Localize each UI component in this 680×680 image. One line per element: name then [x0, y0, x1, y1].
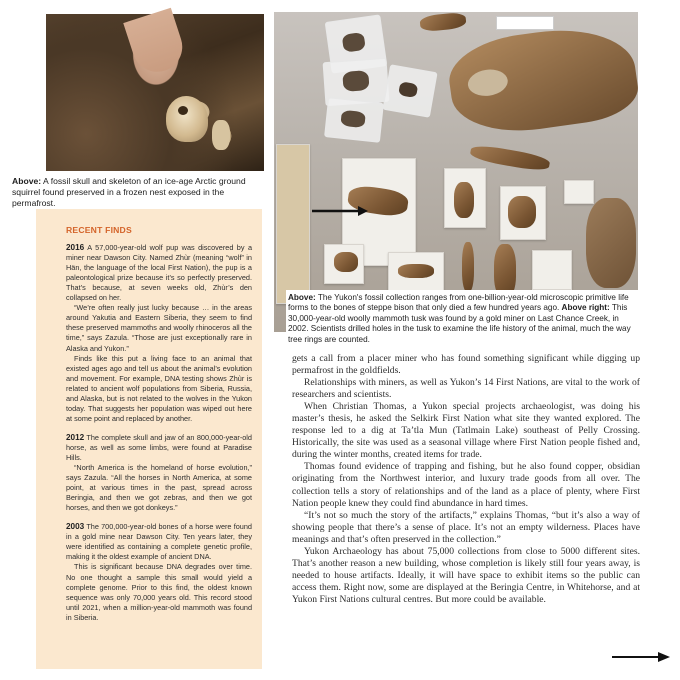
specimen-bag [382, 64, 437, 118]
find-paragraph: “We’re often really just lucky because … in the areas around Yakutia and Eastern Siberia, they seem to find these preserved mammoths and woolly rhinoceros all the time,” says Zazula. “Those are just exceptionally rare in Alaska and Yukon.” [66, 303, 252, 353]
squirrel-photo-caption [12, 176, 268, 209]
find-2012-intro [66, 433, 252, 463]
fossil-collection-photo [274, 12, 638, 332]
sidebar-title: RECENT FINDS [66, 225, 132, 235]
specimen-bag [324, 97, 384, 143]
label-card [496, 16, 554, 30]
find-paragraph: “North America is the homeland of horse evolution,” says Zazula. “All the horses in North America, at some point, at various times in the past, spread across Beringia, and then we got zebras, and then we got horses, and then we got donkeys.” [66, 463, 252, 513]
specimen-tray [532, 250, 572, 290]
fossil-bone [454, 182, 474, 218]
article-body [292, 353, 640, 606]
fossil-bone [419, 12, 466, 32]
squirrel-fossil-photo [46, 14, 264, 171]
continue-arrow-icon [612, 651, 670, 663]
recent-finds-sidebar [36, 209, 262, 669]
squirrel-bone-shape [212, 120, 230, 150]
fossil-bone [462, 242, 474, 292]
article-paragraph: Relationships with miners, as well as Yukon’s 14 First Nations, are vital to the work of researchers and scientists. [292, 377, 640, 401]
caption-lead: Above: [12, 176, 42, 186]
squirrel-skull-shape [166, 96, 208, 142]
find-paragraph: Finds like this put a living face to an animal that existed ages ago and tell us about the animal’s evolution and movement. For example, DNA testing shows Zhùr is related to ancient wolf populations from Siberia, Russia, and Alaska, but is not related to the wolves in the Yukon today. That suggests her population was wiped out here at some point and replaced by another. [66, 353, 252, 423]
caption-text-2: This 30,000-year-old woolly mammoth tusk was found by a gold miner on Last Chance Creek, in 2002. Scientists drilled holes in the tusk to examine the life history of the animal, much the way tree rings are counted. [288, 303, 631, 344]
article-paragraph: “It’s not so much the story of the artifacts,” explains Thomas, “but it’s also a way of showing people that there’s a sense of place. It’s not an empty wilderness. Places have meanings and that’s often preserved in the collection.” [292, 509, 640, 545]
arrow-right-icon [312, 206, 368, 216]
find-paragraph: The 700,000-year-old bones of a horse were found in a gold mine near Dawson City. Ten years later, they were identified as containing a complete genetic profile, making it the oldest example of ancient DNA. [66, 522, 252, 562]
fossil-bone [586, 198, 636, 288]
finger-shape [123, 8, 188, 79]
bison-skull-shape [444, 20, 638, 141]
fossil-bone [508, 196, 536, 228]
article-paragraph: Thomas found evidence of trapping and fishing, but he also found copper, obsidian originating from the Northwest interior, and luxury trade goods from all over. The collection tells a story of relationships and of the land as a place of plenty, where First Nation people knew they could find abundance in hard times. [292, 461, 640, 509]
tusk-shape [276, 144, 310, 304]
find-year: 2003 [66, 522, 85, 532]
article-paragraph: When Christian Thomas, a Yukon special projects archaeologist, was doing his master’s thesis, he asked the Selkirk First Nation what site they wanted explored. The response led to a dig at Ta’tla Mun (Tatlmain Lake) southeast of Pelly Crossing. Historically, the site was used as a seasonal village where First Nation people fished and, during the winter months, created items for trade. [292, 401, 640, 461]
find-2003-intro [66, 522, 252, 562]
article-paragraph: Yukon Archaeology has about 75,000 collections from close to 5000 different sites. That’s another reason a new building, whose completion is likely still four years away, is needed to house artifacts. Ideally, it will have space to exhibit items so the public can access them. Right now, some are displayed at the Beringia Centre, in Whitehorse, and at Yukon First Nations cultural centres. But more could be available. [292, 545, 640, 605]
caption-lead: Above: [288, 293, 316, 302]
find-paragraph: This is significant because DNA degrades over time. No one thought a sample this small would yield a complete genome. Prior to this find, the oldest known sequence was only 70,000 years old. This record stood until 2021, when a million-year-old mammoth was found in Siberia. [66, 562, 252, 622]
article-paragraph: gets a call from a placer miner who has found something significant while digging up permafrost in the goldfields. [292, 353, 640, 377]
caption-text: A fossil skull and skeleton of an ice-age Arctic ground squirrel found preserved in a frozen nest exposed in the permafrost. [12, 176, 246, 208]
sidebar-content [66, 225, 252, 623]
find-2016-intro [66, 243, 252, 303]
find-year: 2012 [66, 432, 85, 442]
caption-text: The Yukon's fossil collection ranges from one-billion-year-old microscopic primitive life forms to the bones of steppe bison that only died a few hundred years ago. [288, 293, 629, 313]
fossil-bone [398, 264, 434, 278]
find-paragraph: The complete skull and jaw of an 800,000-year-old horse, as well as some limbs, were found at Paradise Hills. [66, 432, 252, 462]
find-year: 2016 [66, 243, 85, 253]
fossil-bone [334, 252, 358, 272]
find-paragraph: A 57,000-year-old wolf pup was discovered by a miner near Dawson City. Named Zhùr (meaning “wolf” in Hän, the language of the local First Nation), the pup is a paleontological prize because it’s so perfectly preserved. That’s because, at seven weeks old, Zhùr’s den collapsed on her. [66, 243, 252, 303]
collection-photo-caption [286, 290, 638, 342]
specimen-tray [564, 180, 594, 204]
caption-lead-2: Above right: [561, 303, 610, 313]
